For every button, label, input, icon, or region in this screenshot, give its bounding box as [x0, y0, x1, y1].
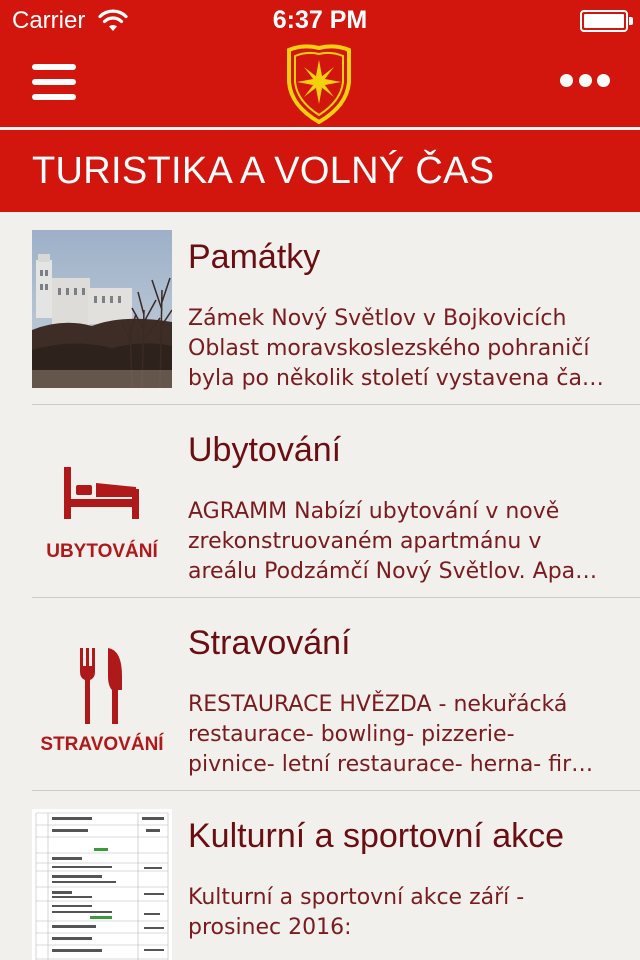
crest-star-icon[interactable] — [283, 44, 355, 124]
food-thumbnail — [32, 616, 172, 774]
item-line: prosinec 2016: — [188, 915, 352, 940]
fork-knife-icon — [78, 646, 128, 726]
castle-photo — [32, 230, 172, 388]
item-line: AGRAMM Nabízí ubytování v nově — [188, 499, 560, 524]
list-item-pamatky[interactable] — [0, 212, 640, 405]
thumb-caption: UBYTOVÁNÍ — [46, 541, 158, 562]
item-title: Ubytování — [188, 431, 342, 469]
status-time: 6:37 PM — [272, 6, 368, 34]
status-bar — [0, 0, 640, 40]
item-line: areálu Podzámčí Nový Světlov. Apa… — [188, 559, 598, 584]
list-item-ubytovani[interactable] — [0, 405, 640, 598]
item-line: Kulturní a sportovní akce září - — [188, 885, 525, 910]
app-header — [0, 0, 640, 212]
item-line: byla po několik století vystavena ča… — [188, 366, 604, 391]
item-line: Zámek Nový Světlov v Bojkovicích — [188, 306, 567, 331]
bed-thumbnail — [32, 423, 172, 581]
item-description — [188, 690, 620, 780]
item-line: pivnice- letní restaurace- herna- fir… — [188, 752, 594, 777]
hamburger-icon[interactable] — [32, 64, 76, 100]
thumb-caption: STRAVOVÁNÍ — [40, 734, 164, 755]
item-description — [188, 883, 620, 943]
carrier-label: Carrier — [12, 7, 86, 34]
item-description — [188, 304, 620, 394]
more-dots-icon[interactable] — [560, 74, 610, 90]
list-item-kulturni-akce[interactable] — [0, 791, 640, 960]
item-title: Stravování — [188, 624, 351, 662]
bed-icon — [62, 463, 142, 523]
document-thumbnail — [32, 809, 172, 960]
item-title: Památky — [188, 238, 321, 276]
battery-icon — [580, 10, 628, 32]
item-line: Oblast moravskoslezského pohraničí — [188, 336, 590, 361]
item-line: RESTAURACE HVĚZDA - nekuřácká — [188, 692, 568, 717]
item-line: zrekonstruovaném apartmánu v — [188, 529, 542, 554]
item-description — [188, 497, 620, 587]
page-title: TURISTIKA A VOLNÝ ČAS — [32, 150, 495, 192]
list-item-stravovani[interactable] — [0, 598, 640, 791]
header-divider — [0, 127, 640, 130]
item-title: Kulturní a sportovní akce — [188, 817, 565, 855]
battery-tip — [629, 17, 633, 25]
battery-fill — [584, 14, 624, 28]
item-line: restaurace- bowling- pizzerie- — [188, 722, 515, 747]
